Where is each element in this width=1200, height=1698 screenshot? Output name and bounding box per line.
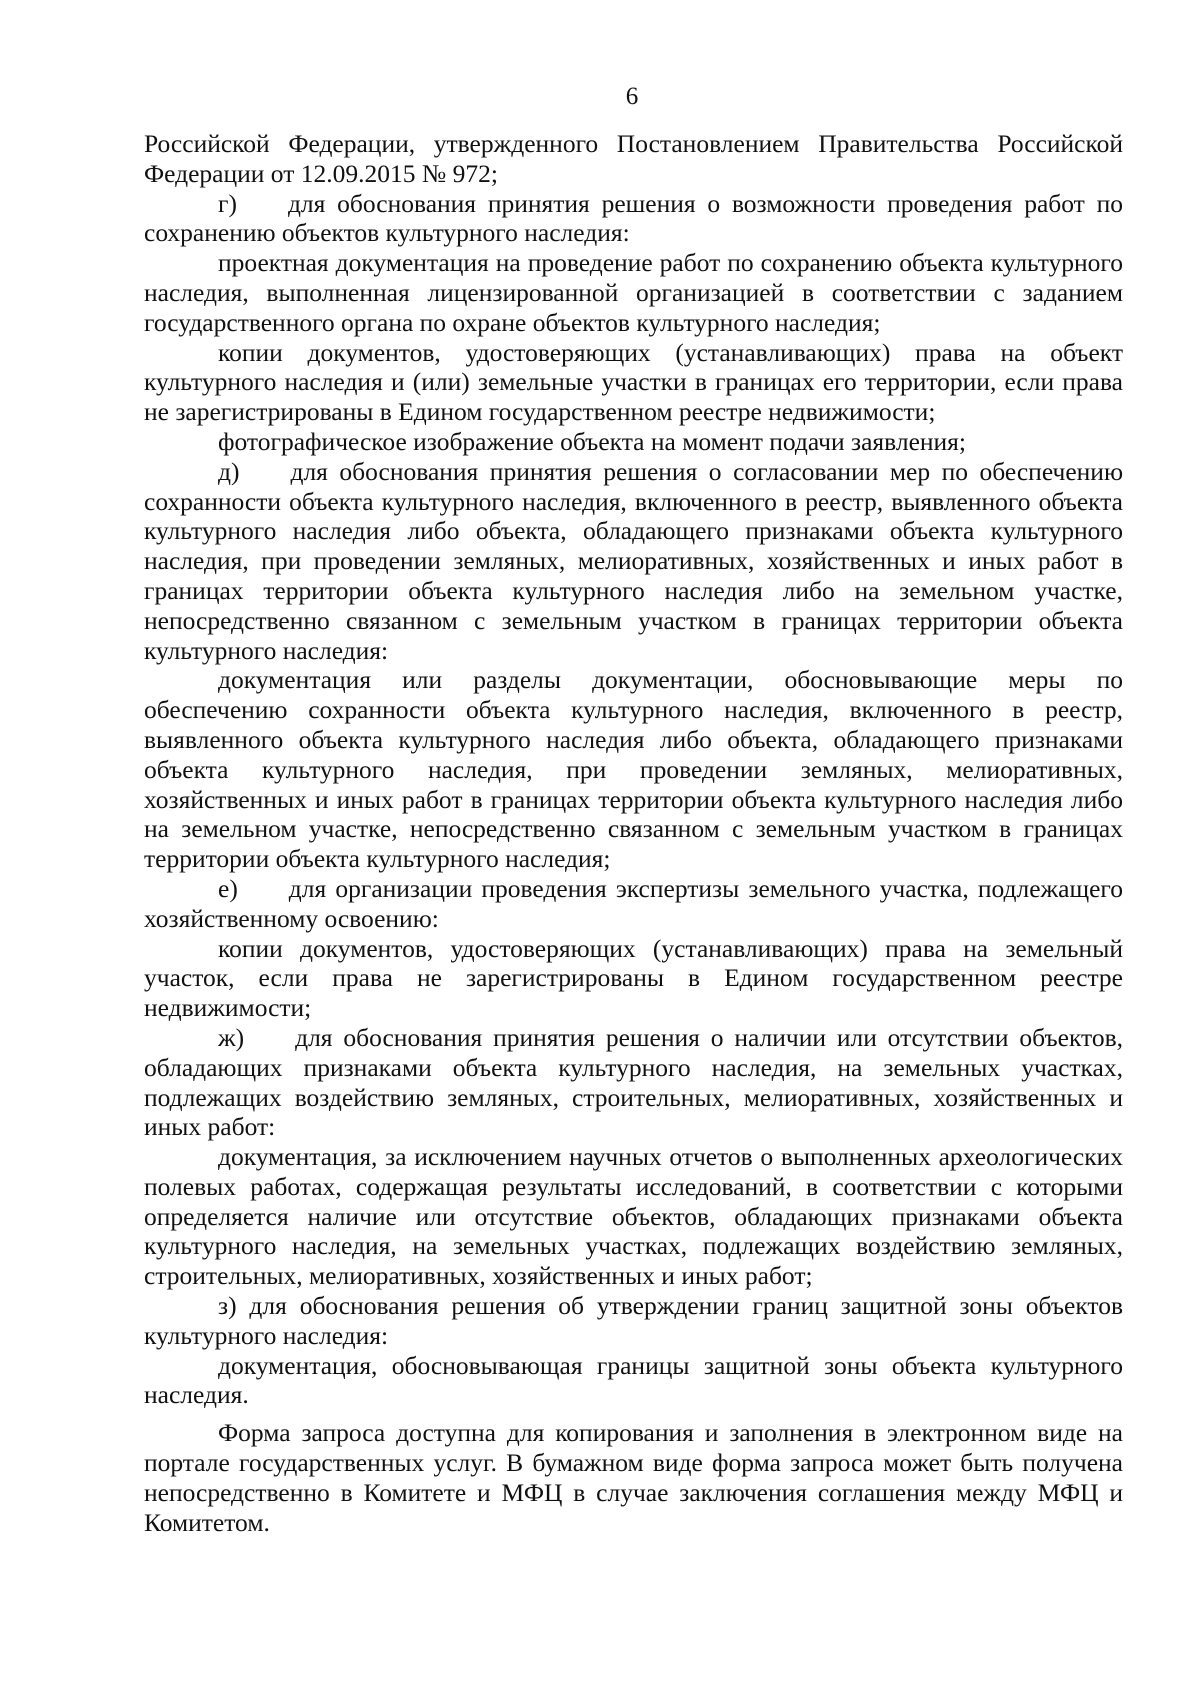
paragraph-land-rights-copies: копии документов, удостоверяющих (устанавливающих) права на земельный участок, если права не зарегистрированы в Едином государственном реестре недвижимости; (144, 933, 1123, 1023)
paragraph-photo-image: фотографическое изображение объекта на момент подачи заявления; (218, 426, 966, 456)
paragraph-project-documentation: проектная документация на проведение работ по сохранению объекта культурного наследия, выполненная лицензированной организацией в соответствии с заданием государственного органа по охране объектов культурного наследия; (144, 248, 1123, 337)
paragraph-research-documentation: документация, за исключением научных отчетов о выполненных археологических полевых работах, содержащая результаты исследований, в соответствии с которыми определяется наличие или отсутствие объектов, обладающих признаками объекта культурного наследия, на земельных участках, подлежащих воздействию земляных, строительных, мелиоративных, хозяйственных и иных работ; (144, 1142, 1123, 1291)
paragraph-continuation: Российской Федерации, утвержденного Постановлением Правительства Российской Федерации от 12.09.2015 № 972; (144, 129, 1123, 188)
paragraph-request-form: Форма запроса доступна для копирования и заполнения в электронном виде на портале государственных услуг. В бумажном виде форма запроса может быть получена непосредственно в Комитете и МФЦ в случае заключения соглашения между МФЦ и Комитетом. (144, 1418, 1123, 1537)
paragraph-protective-zone-documentation: документация, обосновывающая границы защитной зоны объекта культурного наследия. (144, 1350, 1123, 1410)
paragraph-item-e: е) для организации проведения экспертизы земельного участка, подлежащего хозяйственному освоению: (144, 873, 1123, 933)
paragraph-item-z: з) для обоснования решения об утверждении границ защитной зоны объектов культурного наследия: (144, 1291, 1123, 1350)
paragraph-documentation-measures: документация или разделы документации, обосновывающие меры по обеспечению сохранности объекта культурного наследия, включенного в реестр, выявленного объекта культурного наследия либо объекта, обладающего признаками объекта культурного наследия, при проведении земляных, мелиоративных, хозяйственных и иных работ в границах территории объекта культурного наследия либо на земельном участке, непосредственно связанном с земельным участком в границах территории объекта культурного наследия; (144, 665, 1123, 874)
document-body (144, 129, 1123, 1537)
paragraph-item-g: г) для обоснования принятия решения о возможности проведения работ по сохранению объектов культурного наследия: (144, 188, 1123, 248)
paragraph-copies-of-documents: копии документов, удостоверяющих (устанавливающих) права на объект культурного наследия и (или) земельные участки в границах его территории, если права не зарегистрированы в Едином государственном реестре недвижимости; (144, 337, 1123, 427)
paragraph-item-zh: ж) для обоснования принятия решения о наличии или отсутствии объектов, обладающих признаками объекта культурного наследия, на земельных участках, подлежащих воздействию земляных, строительных, мелиоративных, хозяйственных и иных работ: (144, 1022, 1123, 1142)
page-number: 6 (625, 83, 639, 110)
paragraph-item-d: д) для обоснования принятия решения о согласовании мер по обеспечению сохранности объекта культурного наследия, включенного в реестр, выявленного объекта культурного наследия либо объекта, обладающего признаками объекта культурного наследия, при проведении земляных, мелиоративных, хозяйственных и иных работ в границах территории объекта культурного наследия либо на земельном участке, непосредственно связанном с земельным участком в границах территории объекта культурного наследия: (144, 456, 1123, 665)
